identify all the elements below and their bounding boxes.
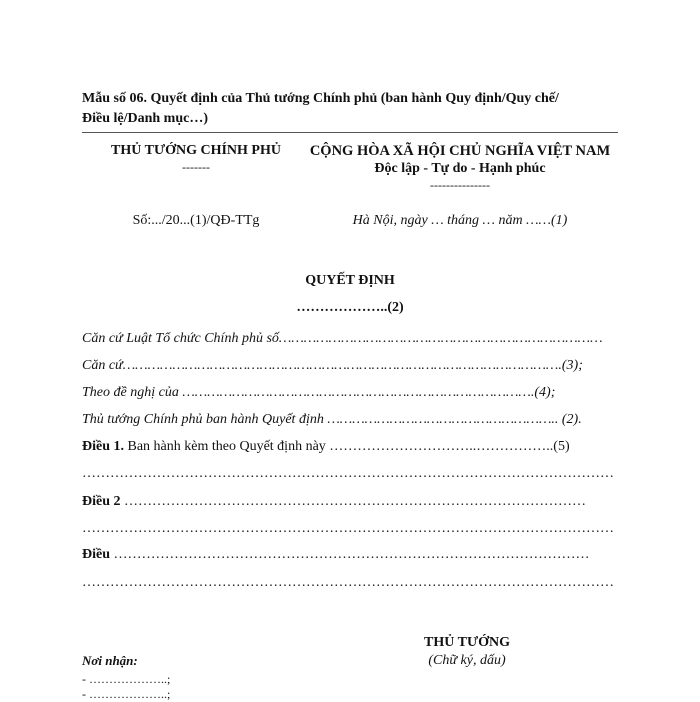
signature-note: (Chữ ký, dấu)	[428, 653, 506, 668]
header-divider	[82, 132, 618, 133]
authority-underline: -------	[182, 160, 210, 174]
issuing-authority: THỦ TƯỚNG CHÍNH PHỦ	[111, 143, 281, 158]
document-number: Số:.../20...(1)/QĐ-TTg	[132, 213, 260, 228]
article-1-label: Điều 1.	[82, 439, 124, 454]
basis-line-2: Căn cứ…………………………………………………………………………………………….(3);	[82, 358, 583, 373]
article-n-continuation: ……………………………………………………………………………………………………	[82, 575, 614, 590]
article-2-label: Điều 2	[82, 494, 121, 509]
form-title: Mẫu số 06. Quyết định của Thủ tướng Chính phủ (ban hành Quy định/Quy chế/Điều lệ/Danh mục…)	[82, 91, 559, 126]
article-1-continuation: ……………………………………………………………………………………………………	[82, 466, 614, 481]
recipient-item: - ………………..;	[82, 687, 171, 701]
place-date: Hà Nội, ngày … tháng … năm ……(1)	[352, 213, 568, 228]
recipient-item: - ………………..;	[82, 672, 171, 686]
article-n-label: Điều	[82, 547, 110, 562]
article-n-text: …………………………………………………………………………………………	[110, 547, 590, 562]
proposal-line: Theo đề nghị của ………………………………………………………………………….(4);	[82, 385, 556, 400]
signatory-title: THỦ TƯỚNG	[424, 635, 510, 650]
promulgation-line: Thủ tướng Chính phủ ban hành Quyết định ……………………………………………….. (2).	[82, 412, 582, 427]
national-title: CỘNG HÒA XÃ HỘI CHỦ NGHĨA VIỆT NAM	[309, 143, 611, 159]
article-1	[82, 439, 570, 455]
article-1-text: Ban hành kèm theo Quyết định này …………………………..……………..(5)	[124, 439, 570, 454]
national-motto: Độc lập - Tự do - Hạnh phúc	[374, 161, 546, 176]
article-2	[82, 494, 586, 510]
decision-subtitle: ………………..(2)	[296, 300, 404, 315]
article-n	[82, 547, 590, 563]
recipients-label: Nơi nhận:	[82, 653, 138, 668]
article-2-text: ………………………………………………………………………………………	[120, 494, 586, 509]
basis-line-1: Căn cứ Luật Tổ chức Chính phủ số……………………………………………………………………	[82, 331, 603, 346]
article-2-continuation: ……………………………………………………………………………………………………	[82, 521, 614, 536]
motto-underline: ---------------	[430, 178, 490, 192]
decision-title: QUYẾT ĐỊNH	[305, 273, 395, 288]
